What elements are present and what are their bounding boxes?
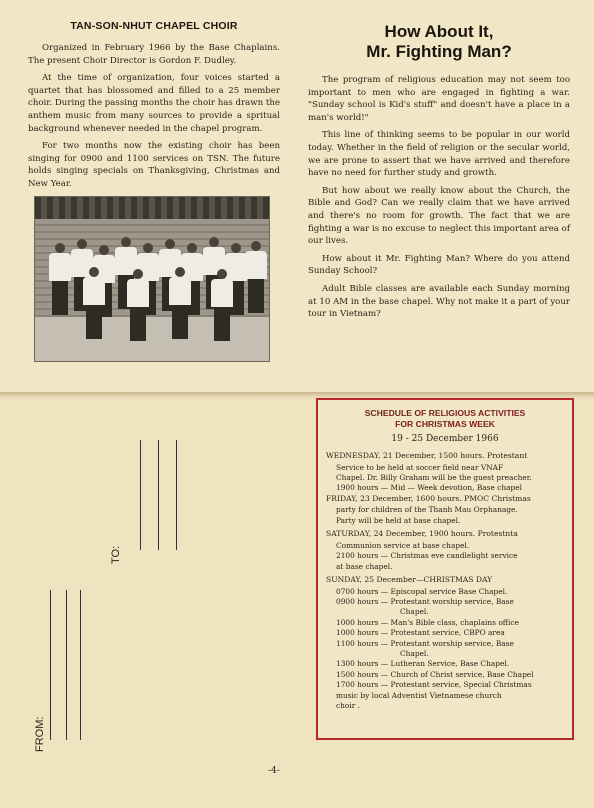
choir-member-figure bbox=[211, 269, 233, 341]
choir-member-figure bbox=[169, 267, 191, 339]
choir-paragraph: For two months now the existing choir has been singing for 0900 and 1100 services on TSN. The future holds singing specials on Thanksgiving, Christmas and New Year. bbox=[28, 141, 280, 189]
address-line bbox=[140, 440, 141, 550]
address-line bbox=[176, 440, 177, 550]
article-paragraph: How about it Mr. Fighting Man? Where do you attend Sunday School? bbox=[308, 253, 570, 277]
schedule-line: Communion service at base chapel. bbox=[336, 540, 470, 550]
article-paragraph: Adult Bible classes are available each Sunday morning at 10 AM in the base chapel. Why not make it a part of your tour in Vietnam? bbox=[308, 283, 570, 320]
schedule-line: choir . bbox=[336, 701, 360, 711]
address-line bbox=[50, 590, 51, 740]
schedule-line: party for children of the Thanh Mau Orphanage. bbox=[336, 505, 518, 515]
schedule-title-line: SCHEDULE OF RELIGIOUS ACTIVITIES bbox=[364, 408, 526, 418]
schedule-day-sunday: SUNDAY, 25 December—CHRISTMAS DAY bbox=[326, 575, 493, 585]
choir-paragraph: Organized in February 1966 by the Base Chaplains. The present Choir Director is Gordon F. Dudley. bbox=[28, 43, 280, 66]
choir-member-figure bbox=[245, 241, 267, 313]
schedule-line: Chapel. Dr. Billy Graham will be the guest preacher. bbox=[336, 473, 532, 482]
schedule-title bbox=[326, 408, 564, 430]
photo-roof bbox=[35, 197, 269, 219]
schedule-date-range: 19 - 25 December 1966 bbox=[391, 434, 499, 444]
schedule-line: 1000 hours — Protestant service, CBPO area bbox=[336, 628, 505, 638]
schedule-line: 1900 hours — Mid — Week devotion, Base chapel bbox=[336, 483, 522, 493]
schedule-line: Service to be held at soccer field near VNAF bbox=[336, 462, 504, 472]
address-line bbox=[158, 440, 159, 550]
choir-member-figure bbox=[49, 243, 71, 315]
schedule-line: 0700 hours — Episcopal service Base Chapel. bbox=[336, 586, 508, 596]
choir-member-figure bbox=[127, 269, 149, 341]
schedule-line: 0900 hours — Protestant worship service, Base bbox=[336, 597, 514, 607]
headline-line: How About It, bbox=[384, 22, 494, 41]
to-label: TO: bbox=[110, 545, 122, 564]
article-paragraph: The program of religious education may not seem too important to men who are engaged in fighting a war. "Sunday school is Kid's stuff" and doesn't have a place in a man's world!" bbox=[308, 75, 570, 123]
article-column bbox=[308, 20, 570, 326]
schedule-line: Party will be held at base chapel. bbox=[336, 515, 461, 525]
headline-line: Mr. Fighting Man? bbox=[366, 42, 512, 61]
schedule-line: 1500 hours — Church of Christ service, Base Chapel bbox=[336, 669, 534, 679]
schedule-line: Chapel. bbox=[400, 607, 429, 617]
address-line bbox=[66, 590, 67, 740]
from-label: FROM: bbox=[34, 716, 46, 752]
schedule-day-wednesday: WEDNESDAY, 21 December, 1500 hours. Protestant bbox=[326, 451, 528, 460]
article-paragraph: But how about we really know about the Church, the Bible and God? Can we really claim that we have arrived and there's no room for growth. The fact that we are fighting a war is no excuse to neglect this important area of our lives. bbox=[308, 185, 570, 247]
schedule-title-line: FOR CHRISTMAS WEEK bbox=[395, 419, 495, 429]
schedule-line: 2100 hours — Christmas eve candlelight service bbox=[336, 551, 518, 561]
choir-column bbox=[28, 20, 280, 362]
schedule-day-saturday: SATURDAY, 24 December, 1900 hours. Protestnta bbox=[326, 529, 518, 539]
schedule-box bbox=[316, 398, 574, 740]
choir-member-figure bbox=[83, 267, 105, 339]
schedule-line: at base chapel. bbox=[336, 561, 393, 571]
address-line bbox=[80, 590, 81, 740]
page-number: -4- bbox=[268, 766, 280, 776]
schedule-line: 1300 hours — Lutheran Service, Base Chapel. bbox=[336, 659, 510, 669]
schedule-line: 1000 hours — Man's Bible class, chaplains office bbox=[336, 617, 519, 627]
choir-title: TAN-SON-NHUT CHAPEL CHOIR bbox=[70, 20, 238, 32]
photo-ground bbox=[35, 317, 269, 361]
choir-photo bbox=[34, 196, 270, 362]
schedule-line: Chapel. bbox=[400, 649, 429, 659]
schedule-day-friday: FRIDAY, 23 December, 1600 hours. PMOC Christmas bbox=[326, 493, 531, 503]
schedule-line: 1100 hours — Protestant worship service, Base bbox=[336, 638, 514, 648]
article-headline bbox=[308, 22, 570, 62]
choir-paragraph: At the time of organization, four voices started a quartet that has blossomed and filled to a 25 member choir. During the passing months the choir has drawn the anthem music from many sources to provide a spritual background whenever needed in the chapel program. bbox=[28, 73, 280, 134]
schedule-line: music by local Adventist Vietnamese church bbox=[336, 690, 502, 700]
article-paragraph: This line of thinking seems to be popular in our world today. Whether in the field of religion or the secular world, we are prone to assert that we have arrived and therefore have no need for further study and growth. bbox=[308, 130, 570, 179]
schedule-line: 1700 hours — Protestant service, Special Christmas bbox=[336, 680, 532, 690]
